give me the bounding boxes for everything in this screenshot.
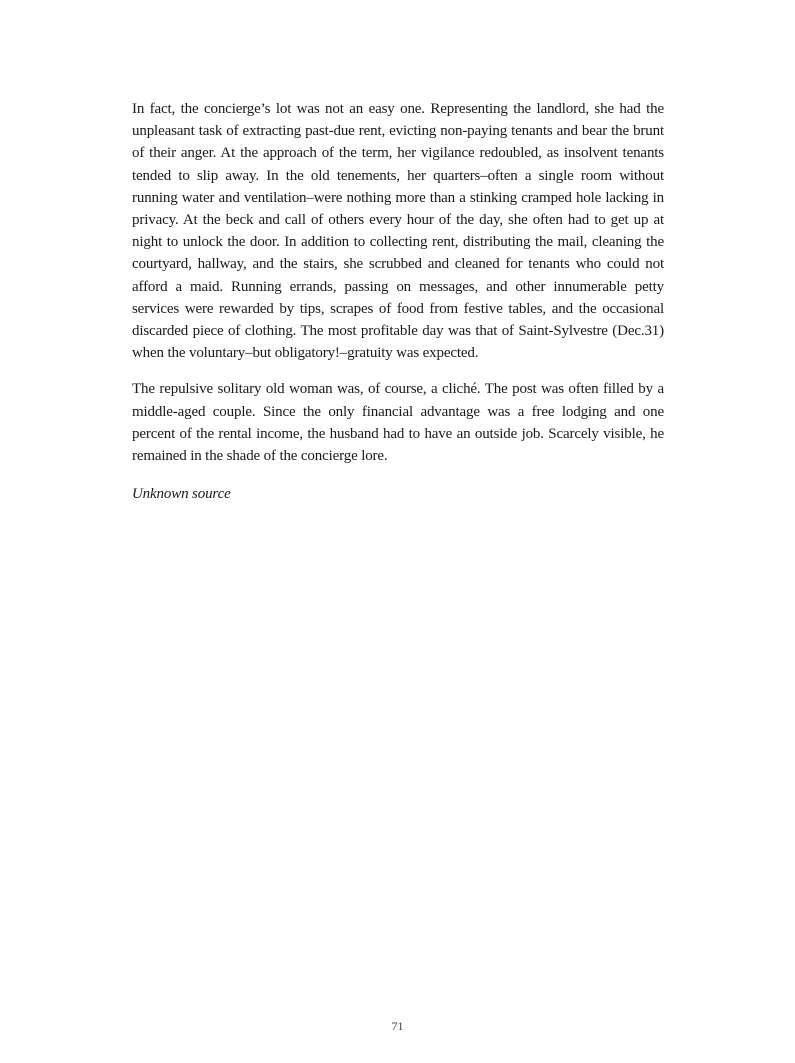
page-number: 71 <box>391 1019 404 1033</box>
paragraph-concierge-cliche: The repulsive solitary old woman was, of course, a cliché. The post was often filled by a middle-aged couple. Since the only financial advantage was a free lodging and one percent of the rental income, the husband had to have an outside job. Scarcely visible, he remained in the shade of the concierge lore. <box>132 381 664 465</box>
body-text <box>132 98 664 505</box>
source-attribution: Unknown source <box>132 486 231 503</box>
paragraph-concierge-duties: In fact, the concierge’s lot was not an easy one. Representing the landlord, she had the unpleasant task of extracting past-due rent, evicting non-paying tenants and bear the brunt of their anger. At the approach of the term, her vigilance redoubled, as insolvent tenants tended to slip away. In the old tenements, her quarters–often a single room without running water and ventilation–were nothing more than a stinking cramped hole lacking in privacy. At the beck and call of others every hour of the day, she often had to get up at night to unlock the door. In addition to collecting rent, distributing the mail, cleaning the courtyard, hallway, and the stairs, she scrubbed and cleaned for tenants who could not afford a maid. Running errands, passing on messages, and other innumerable petty services were rewarded by tips, scrapes of food from festive tables, and the occasional discarded piece of clothing. The most profitable day was that of Saint-Sylvestre (Dec.31) when the voluntary–but obligatory!–gratuity was expected. <box>132 101 664 362</box>
